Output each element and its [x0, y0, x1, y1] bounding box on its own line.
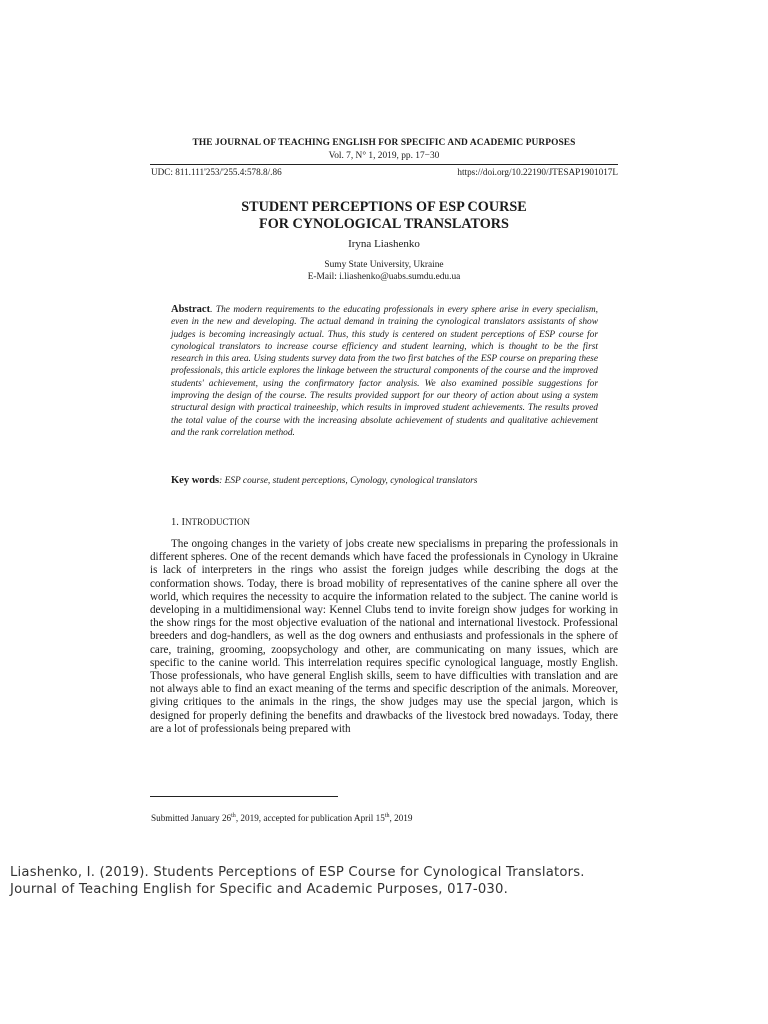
section-number: 1. I [171, 517, 185, 528]
submission-footnote [151, 813, 412, 823]
citation-line-1: Liashenko, I. (2019). Students Perceptions of ESP Course for Cynological Translators. [10, 865, 585, 880]
keywords [171, 475, 598, 486]
introduction-paragraph: The ongoing changes in the variety of jobs create new specialisms in preparing the professionals in different spheres. One of the recent demands which have faced the professionals in Cynology in Ukraine is lack of interpreters in the rings who assist the foreign judges while describing the dogs at the conformation shows. Today, there is broad mobility of representatives of the canine sphere all over the world, which requires the necessity to acquire the information related to the subject. The canine world is developing in a multidimensional way: Kennel Clubs tend to invite foreign show judges for working in the show rings for the most objective evaluation of the national and international livestock. Professional breeders and dog-handlers, as well as the dog owners and enthusiasts and professionals in the sphere of care, training, grooming, zoopsychology and other, are communicating on many issues, which are specific to the canine world. This interrelation requires specific cynological language, mostly English. Those professionals, who have general English skills, seem to have difficulties with translation and are not always able to find an exact meaning of the terms and specific description of the animals. Moreover, giving critiques to the animals in the rings, the show judges may use the special jargon, which is designed for properly defining the benefits and drawbacks of the livestock bred nowadays. Today, there are a lot of professionals being prepared with [150, 538, 618, 735]
keywords-text: : ESP course, student perceptions, Cynology, cynological translators [219, 476, 478, 486]
footnote-part-2: , 2019, accepted for publication April 15 [235, 813, 385, 824]
section-title: NTRODUCTION [185, 517, 250, 527]
header-divider [150, 164, 618, 165]
citation-line-2: Journal of Teaching English for Specific and Academic Purposes, 017-030. [10, 882, 508, 897]
affiliation: Sumy State University, Ukraine [324, 260, 444, 270]
author-name: Iryna Liashenko [348, 238, 420, 250]
journal-volume-info: Vol. 7, N° 1, 2019, pp. 17−30 [328, 151, 440, 161]
citation-caption [10, 864, 760, 898]
footnote-sup-2: th [384, 813, 390, 819]
article-title [150, 199, 618, 233]
footnote-part-3: , 2019 [389, 813, 413, 824]
section-heading-introduction [171, 517, 250, 528]
journal-name: THE JOURNAL OF TEACHING ENGLISH FOR SPECIFIC AND ACADEMIC PURPOSES [192, 138, 576, 148]
abstract-label: Abstract [171, 304, 211, 315]
title-line-1: STUDENT PERCEPTIONS OF ESP COURSE [241, 199, 527, 215]
abstract [171, 304, 598, 439]
title-line-2: FOR CYNOLOGICAL TRANSLATORS [259, 216, 509, 232]
author-affiliation-block [150, 259, 618, 283]
footnote-divider [150, 796, 338, 797]
footnote-sup-1: th [231, 813, 236, 819]
doi-link[interactable]: https://doi.org/10.22190/JTESAP1901017L [457, 167, 618, 177]
abstract-text: . The modern requirements to the educating professionals in every sphere arise in every specialism, even in the new and developing. The actual demand in training the cynological translators assistants of show judges is becoming increasingly actual. Thus, this study is centered on student perceptions of ESP course for cynological translators to increase course efficiency and student learning, which is thought to be the first research in this area. Using students survey data from the two first batches of the ESP course on preparing these professionals, this article explores the linkage between the structural components of the course and the improved students' achievement, using the confirmatory factor analysis. We also examined possible suggestions for improving the design of the course. The results provided support for our theory of action about using a system structural design with practical traineeship, which results in improved student achievements. The results proved the total value of the course with the increasing absolute achievement of students and qualitative achievement and the rank correlation method. [171, 305, 598, 438]
udc-code: UDC: 811.111'253/'255.4:578.8/.86 [151, 167, 282, 177]
author-email[interactable]: E-Mail: i.liashenko@uabs.sumdu.edu.ua [307, 272, 461, 282]
keywords-label: Key words [171, 475, 220, 486]
footnote-part-1: Submitted January 26 [151, 813, 232, 824]
